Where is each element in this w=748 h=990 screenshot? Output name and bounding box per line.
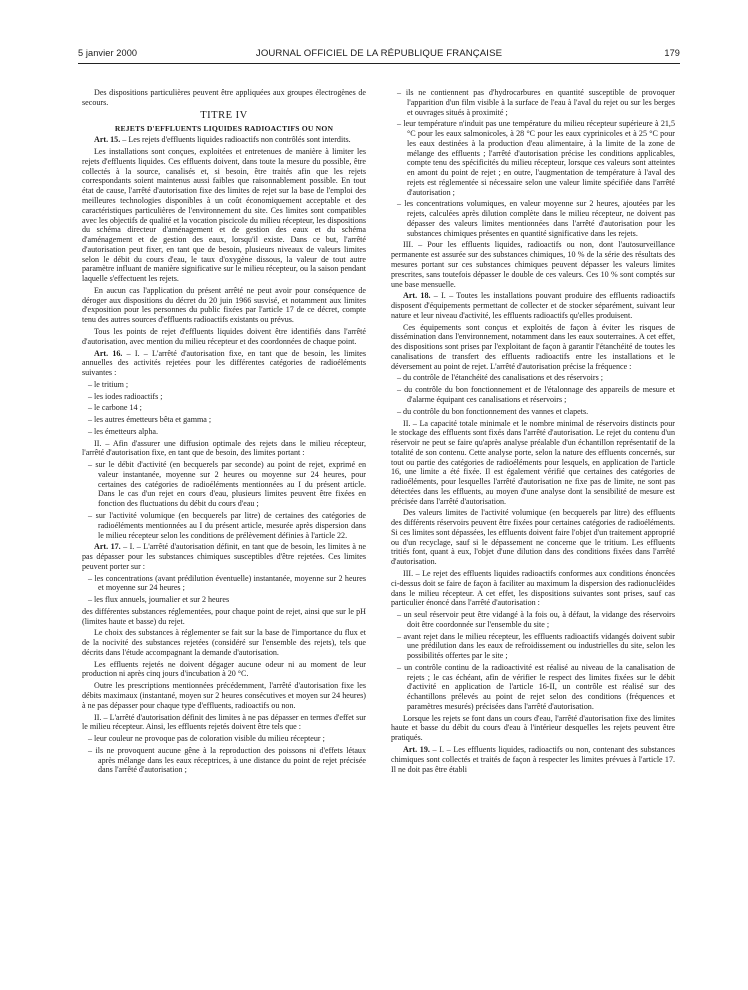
article-number: Art. 17.	[94, 542, 121, 552]
article-17	[82, 542, 366, 571]
paragraph: III. – Le rejet des effluents liquides radioactifs conformes aux conditions énoncées ci-dessus doit se faire de façon à faciliter au maximum la dispersion des radionucléides dans le milieu récepteur. A cet effet, les dispositions suivantes sont prises, sauf cas particulier énoncé dans l'arrêté d'autorisation :	[391, 568, 675, 608]
list-item: – les flux annuels, journalier et sur 2 heures	[88, 595, 230, 605]
list-item: – un contrôle continu de la radioactivité est réalisé au niveau de la canalisation de rejets ; le cas échéant, afin de vérifier le respect des limites fixées sur le débit d'activité en application de l'article 16-II, un contrôle est réalisé sur des échantillons prélevés au point de rejet selon des conditions (fréquences et paramètres mesurés) précisées dans l'arrêté d'autorisation.	[397, 662, 675, 711]
paragraph: III. – Pour les effluents liquides, radioactifs ou non, dont l'autosurveillance permanente est assurée sur des substances chimiques, 10 % de la série des résultats des mesures portant sur ces substances chimiques peuvent dépasser les valeurs limites prescrites, sans toutefois dépasser le double de ces valeurs. Ces 10 % sont comptés sur une base mensuelle.	[391, 240, 675, 289]
section-subtitle: REJETS D'EFFLUENTS LIQUIDES RADIOACTIFS OU NON	[114, 124, 334, 134]
paragraph: En aucun cas l'application du présent arrêté ne peut avoir pour conséquence de déroger aux dispositions du décret du 20 juin 1966 susvisé, et notamment aux limites d'exposition pour les personnes du public fixées par l'article 17 de ce décret, compte tenu des autres sources d'effluents radioactifs existants ou prévus.	[82, 285, 366, 325]
list-item: – ils ne provoquent aucune gêne à la reproduction des poissons ni d'effets létaux après mélange dans les eaux réceptrices, à une distance du point de rejet précisée dans l'arrêté d'autorisation ;	[88, 745, 366, 775]
paragraph: Les installations sont conçues, exploitées et entretenues de manière à limiter les rejets d'effluents liquides. Ces effluents doivent, dans toute la mesure du possible, être collectés à la source, canalisés et, si besoin, être traités afin que les rejets correspondants soient maintenus aussi faibles que raisonnablement possible. En tout état de cause, l'arrêté d'autorisation fixe des limites de rejet sur la base de l'emploi des meilleures technologies disponibles à un coût économiquement acceptable et des caractéristiques particulières de l'environnement du site. Ces limites sont compatibles avec les objectifs de qualité et la vocation piscicole du milieu récepteur, les dispositions du schéma directeur d'aménagement et de gestion des eaux et du schéma d'aménagement et de gestion des eaux, lorsqu'il existe. Dans ce but, l'arrêté d'autorisation peut fixer, en tant que de besoin, plusieurs niveaux de valeurs limites selon le débit du cours d'eau, le taux d'oxygène dissous, la valeur de tout autre paramètre influant de manière significative sur le milieu récepteur, ou la saison pendant laquelle s'effectuent les rejets.	[82, 147, 366, 284]
list-item: – le tritium ;	[88, 379, 129, 389]
paragraph: II. – L'arrêté d'autorisation définit des limites à ne pas dépasser en termes d'effet sur le milieu récepteur. Ainsi, les effluents rejetés doivent être tels que :	[82, 712, 366, 732]
right-column	[391, 88, 675, 776]
paragraph: II. – Afin d'assurer une diffusion optimale des rejets dans le milieu récepteur, l'arrêté d'autorisation fixe, en tant que de besoin, des limites portant :	[82, 438, 366, 458]
article-text: – Les rejets d'effluents liquides radioactifs non contrôlés sont interdits.	[120, 135, 351, 145]
page-number: 179	[664, 48, 680, 58]
list-item: – sur l'activité volumique (en becquerels par litre) de certaines des catégories de radioéléments mentionnées au I du présent article, mesurée après dispersion dans le milieu récepteur selon les conditions de prélèvement définies à l'article 22.	[88, 510, 366, 540]
article-text: – I. – L'arrêté d'autorisation fixe, en tant que de besoin, les limites annuelles des activités rejetées pour les différentes catégories de radioéléments suivantes :	[82, 348, 366, 378]
article-15	[82, 135, 366, 145]
list-item: – les autres émetteurs bêta et gamma ;	[88, 415, 212, 425]
article-number: Art. 15.	[94, 135, 121, 145]
list-item: – le carbone 14 ;	[88, 403, 142, 413]
list-item: – les émetteurs alpha.	[88, 426, 158, 436]
list-item: – les concentrations volumiques, en valeur moyenne sur 2 heures, ajoutées par les rejets, calculées après dilution complète dans le milieu récepteur, ne doivent pas dépasser des valeurs limites mentionnées dans l'arrêté d'autorisation pour les substances chimiques présentes en quantité significative dans les rejets.	[397, 199, 675, 238]
list-item: – leur couleur ne provoque pas de coloration visible du milieu récepteur ;	[88, 734, 325, 744]
list-item: – un seul réservoir peut être vidangé à la fois ou, à défaut, la vidange des réservoirs doit être coordonnée sur l'ensemble du site ;	[397, 610, 675, 629]
list-item: – les iodes radioactifs ;	[88, 391, 163, 401]
list-item: – sur le débit d'activité (en becquerels par seconde) au point de rejet, exprimé en valeur instantanée, moyenne sur 2 heures ou moyenne sur 24 heures, pour certaines des catégories de radioéléments mentionnées au I du présent article. Dans le cas d'un rejet en cours d'eau, plusieurs limites peuvent être fixées en fonction des fluctuations du débit du cours d'eau ;	[88, 460, 366, 509]
paragraph: Le choix des substances à réglementer se fait sur la base de l'importance du flux et de la nocivité des substances rejetées (considéré sur l'ensemble des rejets), tels que décrits dans l'étude accompagnant la demande d'autorisation.	[82, 628, 366, 657]
article-number: Art. 19.	[403, 745, 430, 754]
paragraph: Tous les points de rejet d'effluents liquides doivent être identifiés dans l'arrêté d'autorisation, avec mention du milieu récepteur et des coordonnées de chaque point.	[82, 326, 366, 346]
article-19	[391, 745, 675, 774]
article-text: – I. – L'arrêté d'autorisation définit, en tant que de besoin, les limites à ne pas dépasser pour les substances chimiques susceptibles d'être rejetées. Ces limites peuvent porter sur :	[82, 542, 367, 571]
left-column	[82, 88, 366, 777]
list-item: – leur température n'induit pas une température du milieu récepteur supérieure à 21,5 °C pour les eaux salmonicoles, à 28 °C pour les eaux cyprinicoles et à 25 °C pour les eaux destinées à la production d'eau alimentaire, à la limite de la zone de mélange des effluents ; l'arrêté d'autorisation précise les conditions applicables, compte tenu des spécificités du milieu récepteur, lorsque ces valeurs sont atteintes en amont du point de rejet ; en outre, l'augmentation de température à l'aval des rejets est réglementée si nécessaire selon une valeur limite spécifiée dans l'arrêté d'autorisation ;	[397, 119, 675, 197]
list-item: – du contrôle de l'étanchéité des canalisations et des réservoirs ;	[397, 373, 604, 383]
article-text: – I. – Les effluents liquides, radioactifs ou non, contenant des substances chimiques sont collectés et traités de façon à respecter les limites prévues à l'article 17. Il ne doit pas être établi	[391, 745, 675, 774]
paragraph: Des valeurs limites de l'activité volumique (en becquerels par litre) des effluents des différents réservoirs peuvent être fixées pour certaines catégories de radioéléments. Si ces limites sont dépassées, les effluents doivent faire l'objet d'un traitement approprié ou d'un recyclage, sauf si le dépassement ne concerne que le tritium. Les effluents tritiés font, quant à eux, l'objet d'une dilution dans des conditions fixées dans l'arrêté d'autorisation.	[391, 508, 675, 567]
journal-title: JOURNAL OFFICIEL DE LA RÉPUBLIQUE FRANÇAISE	[255, 48, 503, 59]
list-item: – du contrôle du bon fonctionnement et de l'étalonnage des appareils de mesure et d'alarme équipant ces canalisations et réservoirs ;	[397, 385, 675, 404]
paragraph: des différentes substances réglementées, pour chaque point de rejet, ainsi que sur le pH (limites haute et basse) du rejet.	[82, 606, 366, 626]
list-item: – avant rejet dans le milieu récepteur, les effluents radioactifs vidangés doivent subir une prédilution dans les eaux de refroidissement ou industrielles du site, selon les possibilités offertes par le site ;	[397, 631, 675, 661]
article-number: Art. 18.	[403, 291, 431, 301]
article-number: Art. 16.	[94, 348, 123, 358]
article-16	[82, 349, 366, 378]
paragraph: II. – La capacité totale minimale et le nombre minimal de réservoirs distincts pour le stockage des effluents sont fixés dans l'arrêté d'autorisation. Le rejet du contenu d'un réservoir ne peut se faire qu'après analyse préalable d'un échantillon représentatif de la totalité de son contenu. Cette analyse porte, selon la nature des effluents concernés, sur tout ou partie des catégories de radioéléments pour lesquels, en application de l'article 16, une limite a été fixée. Il est également vérifié que certaines des catégories de radioéléments, pour lesquelles l'arrêté d'autorisation ne fixe pas de limite, ne sont pas détectées dans les effluents, au moyen d'une analyse dont la sensibilité de mesure est précisée dans l'arrêté d'autorisation.	[391, 418, 675, 506]
paragraph: Les effluents rejetés ne doivent dégager aucune odeur ni au moment de leur production ni après cinq jours d'incubation à 20 °C.	[82, 659, 366, 679]
paragraph: Outre les prescriptions mentionnées précédemment, l'arrêté d'autorisation fixe les débits maximaux (instantané, moyen sur 2 heures consécutives et moyen sur 24 heures) à ne pas dépasser pour chaque type d'effluents, radioactifs ou non.	[82, 681, 366, 710]
header-rule	[78, 63, 680, 64]
page-header	[78, 48, 680, 62]
issue-date: 5 janvier 2000	[78, 48, 138, 58]
paragraph: Des dispositions particulières peuvent être appliquées aux groupes électrogènes de secours.	[82, 88, 366, 107]
paragraph: Lorsque les rejets se font dans un cours d'eau, l'arrêté d'autorisation fixe des limites haute et basse du débit du cours d'eau à l'intérieur desquelles les rejets peuvent être pratiqués.	[391, 713, 675, 743]
paragraph: Ces équipements sont conçus et exploités de façon à éviter les risques de dissémination dans l'environnement, notamment dans les eaux souterraines. A cet effet, des dispositions sont prises par l'exploitant de façon à garantir l'étanchéité de toutes les canalisations de transfert des effluents radioactifs entre les installations et le déversement au point de rejet. L'arrêté d'autorisation précise la fréquence :	[391, 322, 675, 371]
list-item: – les concentrations (avant prédilution éventuelle) instantanée, moyenne sur 2 heures et moyenne sur 24 heures ;	[88, 573, 366, 593]
section-title: TITRE IV	[200, 109, 248, 121]
list-item: – ils ne contiennent pas d'hydrocarbures en quantité susceptible de provoquer l'apparition d'un film visible à la surface de l'eau à l'aval du rejet ou sur les berges et ouvrages situés à proximité ;	[397, 88, 675, 117]
article-text: – I. – Toutes les installations pouvant produire des effluents radioactifs disposent d'équipements permettant de collecter et de stocker séparément, suivant leur nature et leur niveau d'activité, les effluents radioactifs qu'elles produisent.	[391, 291, 675, 320]
list-item: – du contrôle du bon fonctionnement des vannes et clapets.	[397, 406, 589, 416]
article-18	[391, 291, 675, 320]
